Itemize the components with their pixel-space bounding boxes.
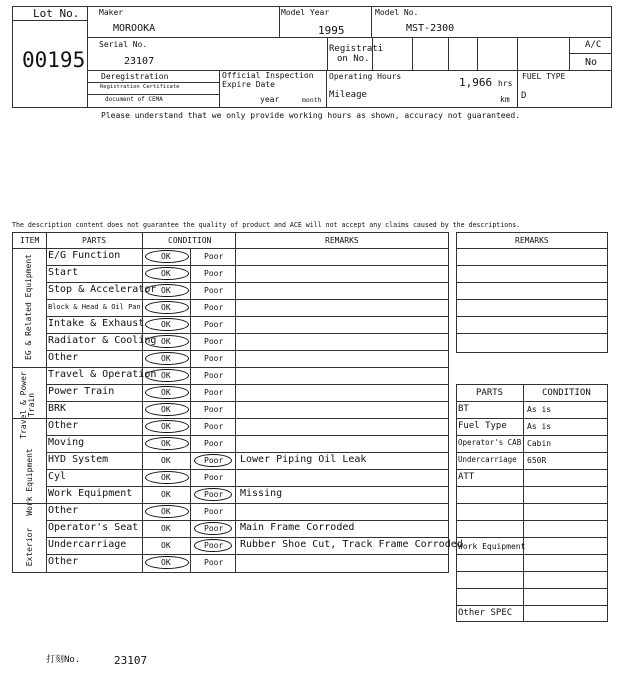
ok-selected-mark: [145, 335, 189, 348]
poor-option[interactable]: Poor: [204, 388, 224, 397]
part-label: Block & Head & Oil Pan: [48, 303, 141, 311]
part-label: Work Equipment: [48, 488, 133, 499]
remark-text: Missing: [240, 488, 283, 499]
right-condition-header: CONDITION: [542, 388, 591, 398]
registration-label-2: on No.: [337, 54, 370, 64]
part-label: Travel & Operation: [48, 369, 157, 380]
ok-option[interactable]: OK: [161, 286, 171, 295]
part-label: Radiator & Cooling: [48, 335, 157, 346]
poor-option[interactable]: Poor: [204, 490, 224, 499]
ok-selected-mark: [145, 352, 189, 365]
fuel-type-value: D: [521, 91, 527, 101]
poor-option[interactable]: Poor: [204, 507, 224, 516]
part-label: Power Train: [48, 386, 115, 397]
dereg-doc: document of CEMA: [105, 96, 163, 103]
hrs-unit: hrs: [498, 79, 513, 88]
serial-label: Serial No.: [99, 40, 148, 49]
poor-selected-mark: [194, 522, 232, 535]
dereg-label: Deregistration: [101, 72, 169, 81]
group-eg-related-equipment: EG & Related Equipment: [24, 254, 33, 360]
ok-option[interactable]: OK: [161, 456, 171, 465]
part-label: HYD System: [48, 454, 109, 465]
lot-value: 00195: [22, 48, 86, 72]
poor-option[interactable]: Poor: [204, 354, 224, 363]
poor-option[interactable]: Poor: [204, 473, 224, 482]
ok-option[interactable]: OK: [161, 490, 171, 499]
model-year-label: Model Year: [281, 8, 330, 17]
right-part-label: Operator's CAB: [458, 438, 522, 447]
ok-selected-mark: [145, 437, 189, 450]
stamp-label: 打刻No.: [46, 655, 81, 665]
right-condition-value: As is: [527, 405, 552, 414]
poor-option[interactable]: Poor: [204, 286, 224, 295]
fuel-type-label: FUEL TYPE: [522, 72, 566, 81]
group-exterior: Exterior: [25, 527, 34, 567]
registration-label-1: Registrati: [329, 44, 384, 54]
ok-selected-mark: [145, 556, 189, 569]
maker-value: MOROOKA: [113, 23, 156, 34]
poor-option[interactable]: Poor: [204, 422, 224, 431]
ok-option[interactable]: OK: [161, 371, 171, 380]
poor-option[interactable]: Poor: [204, 337, 224, 346]
disclaimer: The description content does not guarantee the quality of product and ACE will not accept any claims caused by the descriptions.: [12, 221, 521, 229]
right-condition-value: Cabin: [527, 439, 552, 448]
right-part-label: ATT: [458, 472, 475, 482]
ok-option[interactable]: OK: [161, 558, 171, 567]
ok-option[interactable]: OK: [161, 507, 171, 516]
part-label: Undercarriage: [48, 539, 127, 550]
ok-option[interactable]: OK: [161, 337, 171, 346]
ok-selected-mark: [145, 420, 189, 433]
part-label: Intake & Exhaust: [48, 318, 145, 329]
part-label: Operator's Seat: [48, 522, 139, 533]
ok-option[interactable]: OK: [161, 320, 171, 329]
ok-option[interactable]: OK: [161, 524, 171, 533]
month-label: month: [302, 96, 322, 104]
stamp-value: 23107: [114, 654, 148, 667]
ok-selected-mark: [145, 386, 189, 399]
km-unit: km: [500, 95, 510, 104]
header-item: ITEM: [20, 236, 40, 245]
right-remarks-box: [456, 232, 608, 353]
mileage-label: Mileage: [329, 90, 367, 100]
ok-selected-mark: [145, 318, 189, 331]
part-label: Moving: [48, 437, 85, 448]
poor-option[interactable]: Poor: [204, 558, 224, 567]
header-parts: PARTS: [82, 236, 107, 245]
right-condition-value: 650R: [527, 456, 547, 465]
ok-selected-mark: [145, 284, 189, 297]
right-condition-value: As is: [527, 422, 552, 431]
ok-selected-mark: [145, 471, 189, 484]
accuracy-notice: Please understand that we only provide working hours as shown, accuracy not guaranteed.: [101, 111, 521, 120]
ok-option[interactable]: OK: [161, 439, 171, 448]
inspection-label-2: Expire Date: [222, 80, 275, 89]
poor-option[interactable]: Poor: [204, 252, 224, 261]
part-label: Other: [48, 556, 79, 567]
ac-label: A/C: [585, 40, 602, 50]
right-part-label: BT: [458, 404, 469, 414]
ok-selected-mark: [145, 403, 189, 416]
poor-selected-mark: [194, 539, 232, 552]
part-label: Cyl: [48, 471, 67, 482]
model-year-value: 1995: [318, 24, 345, 37]
poor-option[interactable]: Poor: [204, 456, 224, 465]
remark-text: Lower Piping Oil Leak: [240, 454, 367, 465]
poor-option[interactable]: Poor: [204, 320, 224, 329]
ok-option[interactable]: OK: [161, 252, 171, 261]
part-label: Other: [48, 420, 79, 431]
model-no-label: Model No.: [375, 8, 419, 17]
ok-selected-mark: [145, 369, 189, 382]
right-remarks-header: REMARKS: [515, 236, 549, 245]
ok-option[interactable]: OK: [161, 303, 171, 312]
ok-option[interactable]: OK: [161, 354, 171, 363]
ok-selected-mark: [145, 505, 189, 518]
ok-option[interactable]: OK: [161, 405, 171, 414]
ok-option[interactable]: OK: [161, 269, 171, 278]
poor-option[interactable]: Poor: [204, 541, 224, 550]
ok-selected-mark: [145, 267, 189, 280]
year-label: year: [260, 95, 280, 104]
remark-text: Rubber Shoe Cut, Track Frame Corroded: [240, 539, 463, 550]
ok-selected-mark: [145, 301, 189, 314]
ok-option[interactable]: OK: [161, 541, 171, 550]
group-work-equipment: Work Equipment: [25, 448, 34, 516]
group-travel-power-train-1: Travel & Power: [19, 371, 28, 439]
maker-label: Maker: [99, 8, 124, 17]
right-other-spec: Other SPEC: [458, 608, 513, 618]
ok-selected-mark: [145, 250, 189, 263]
lot-label: Lot No.: [33, 7, 80, 20]
ok-option[interactable]: OK: [161, 388, 171, 397]
remark-text: Main Frame Corroded: [240, 522, 355, 533]
poor-option[interactable]: Poor: [204, 439, 224, 448]
group-travel-power-train-2: Train: [27, 392, 36, 418]
part-label: Start: [48, 267, 79, 278]
operating-hours-label: Operating Hours: [329, 72, 402, 81]
poor-selected-mark: [194, 488, 232, 501]
header-remarks: REMARKS: [325, 236, 359, 245]
dereg-cert: Registration Certificate: [100, 84, 180, 90]
ac-value: No: [585, 57, 598, 68]
serial-value: 23107: [124, 56, 155, 67]
poor-selected-mark: [194, 454, 232, 467]
part-label: E/G Function: [48, 250, 121, 261]
part-label: Other: [48, 505, 79, 516]
ok-option[interactable]: OK: [161, 473, 171, 482]
poor-option[interactable]: Poor: [204, 303, 224, 312]
inspection-label-1: Official Inspection: [222, 71, 314, 80]
right-part-label: Fuel Type: [458, 421, 507, 431]
right-parts-header: PARTS: [476, 388, 504, 398]
poor-option[interactable]: Poor: [204, 371, 224, 380]
poor-option[interactable]: Poor: [204, 269, 224, 278]
part-label: Stop & Accelerator: [48, 284, 157, 295]
right-work-equipment: Work Equipment: [458, 542, 526, 551]
operating-hours-value: 1,966: [459, 76, 493, 89]
part-label: Other: [48, 352, 79, 363]
header-condition: CONDITION: [168, 236, 212, 245]
poor-option[interactable]: Poor: [204, 405, 224, 414]
poor-option[interactable]: Poor: [204, 524, 224, 533]
ok-option[interactable]: OK: [161, 422, 171, 431]
right-part-label: Undercarriage: [458, 455, 517, 464]
part-label: BRK: [48, 403, 67, 414]
model-no-value: MST-2300: [406, 23, 455, 34]
